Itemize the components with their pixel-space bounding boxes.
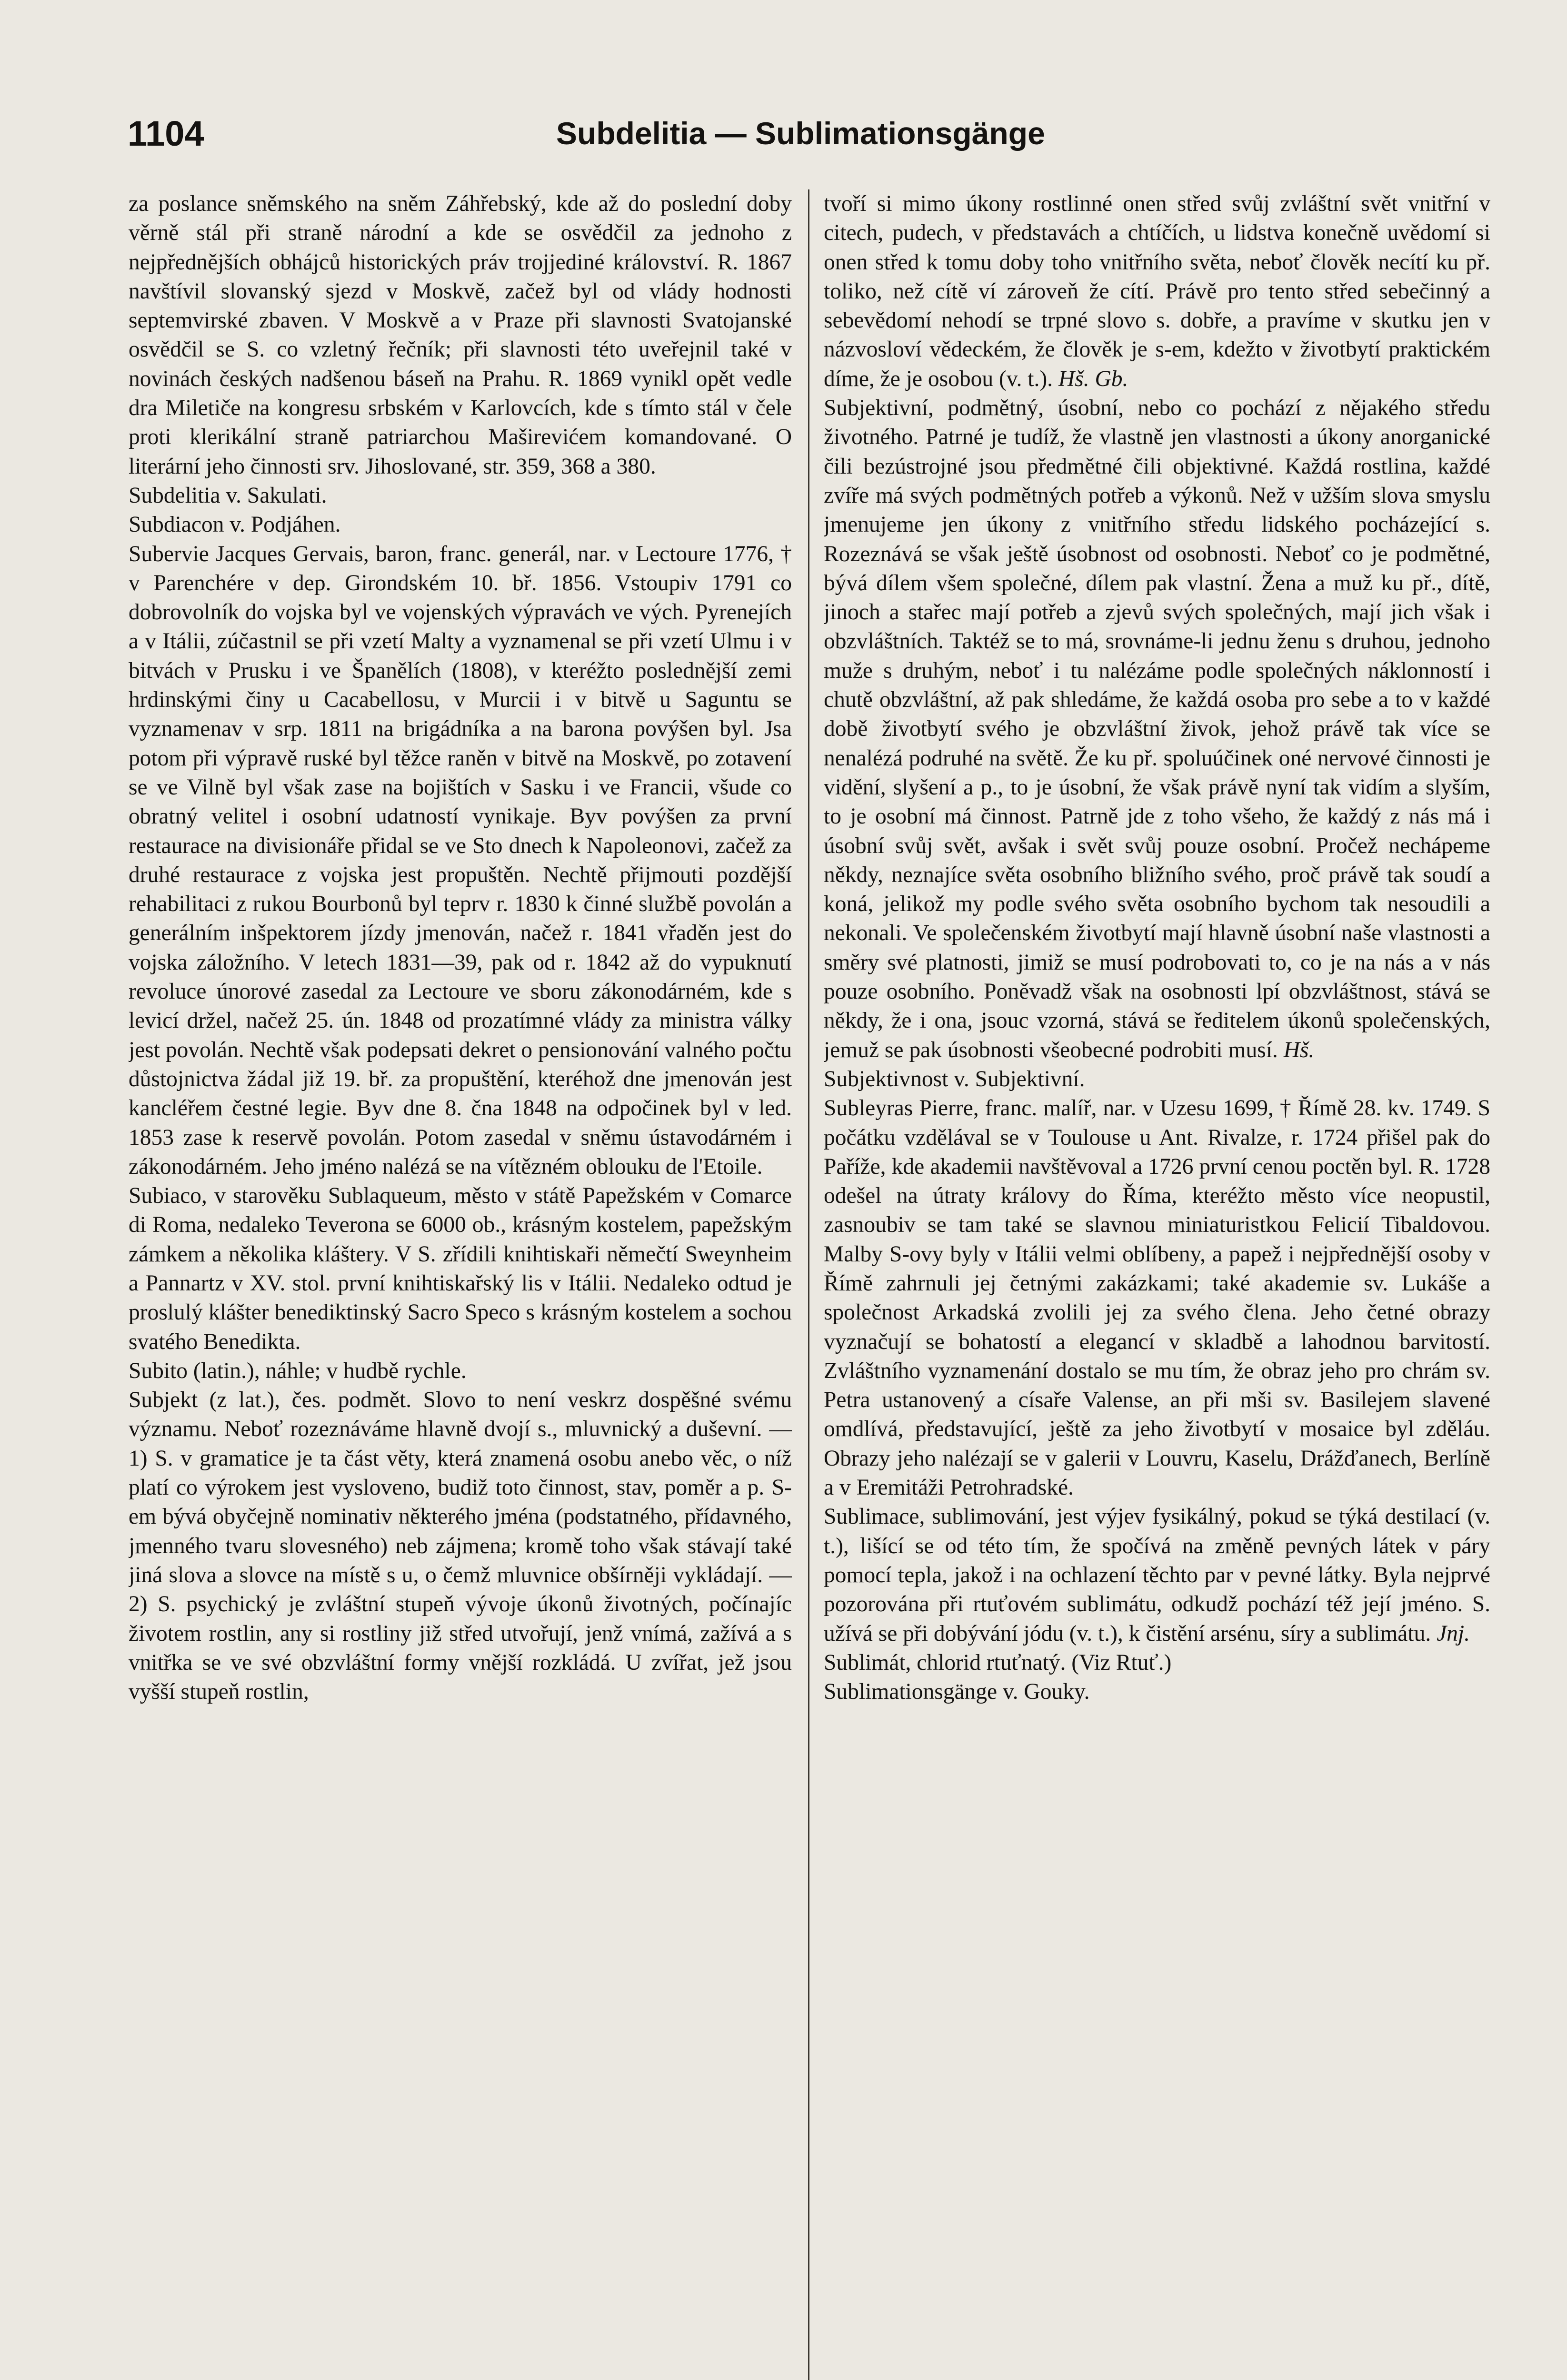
entry-subjekt: Subjekt (z lat.), čes. podmět. Slovo to není veskrz dospěšné svému významu. Neboť rozeznáváme hlavně dvojí s., mluvnický a duševní. — 1) S. v gramatice je ta část věty, která znamená osobu anebo věc, o níž platí co výrokem jest vysloveno, budiž toto činnost, stav, poměr a p. S-em bývá obyčejně nominativ některého jména (podstatného, přídavného, jmenného tvaru slovesného) neb zájmena; kromě toho však stávají také jiná slova a slovce na místě s u, o čemž mluvnice obšírněji vykládají. — 2) S. psychický je zvláštní stupeň vývoje úkonů životných, počínajíc životem rostlin, any si rostliny již střed utvořují, jenž vnímá, zažívá a s vnitřka se ve své obzvláštní formy vnější rozkládá. U zvířat, jež jsou vyšší stupeň rostlin, [129,1388,792,1705]
author-signature: Gb. [1095,366,1128,391]
entry-text: Sublimace, sublimování, jest výjev fysikálný, pokud se týká destilací (v. t.), lišící se od této tím, že spočívá na změně pevných látek v páry pomocí tepla, jakož i na ochlazení těchto par v pevné látky. Byla nejprvé pozorována při rtuťovém sublimátu, odkudž pochází též její jméno. S. užívá se při dobývání jódu (v. t.), k čistění arsénu, síry a sublimátu. [824,1504,1490,1646]
page-header [128,113,1523,166]
author-signature: Hš. [1283,1037,1315,1062]
page-number: 1104 [128,114,204,153]
entry-subiaco: Subiaco, v starověku Sublaqueum, město v státě Papežském v Comarce di Roma, nedaleko Teverona se 6000 ob., krásným kostelem, papežským zámkem a několika kláštery. V S. zřídili knihtiskaři němečtí Sweynheim a Pannartz v XV. stol. první knihtiskařský lis v Itálii. Nedaleko odtud je proslulý klášter benediktinský Sacro Speco s krásným kostelem a sochou svatého Benedikta. [129,1183,792,1354]
entry-continued: za poslance sněmského na sněm Záhřebský, kde až do poslední doby věrně stál při straně národní a kde se osvědčil za jednoho z nejpřednějších obhájců historických práv trojjediné království. R. 1867 navštívil slovanský sjezd v Moskvě, začež byl od vlády hodnosti septemvirské zbaven. V Moskvě a v Praze při slavnosti Svatojanské osvědčil se S. co vzletný řečník; při slavnosti této uveřejnil také v novinách českých nadšenou báseň na Prahu. R. 1869 vynikl opět vedle dra Miletiče na kongresu srbském v Karlovcích, kde s tímto stál v čele proti klerikální straně patriarchou Maširevićem komandované. O literární jeho činnosti srv. Jihoslované, str. 359, 368 a 380. [129,191,792,479]
entry-sublimat: Sublimát, chlorid rtuťnatý. (Viz Rtuť.) [824,1650,1172,1675]
right-column [824,189,1490,2380]
entry-sublimace [824,1502,1490,1648]
entry-subdelitia: Subdelitia v. Sakulati. [129,483,327,508]
entry-subjektivni [824,394,1490,1065]
entry-text: Subjektivní, podmětný, úsobní, nebo co pochází z nějakého středu životného. Patrné je tudíž, že vlastně jen vlastnosti a úkony anorganické čili bezústrojné jsou předmětné čili objektivné. Každá rostlina, každé zvíře má svých podmětných potřeb a výkonů. Než v užším slova smyslu jmenujeme jen úkony z vnitřního středu lidského pocházející s. Rozeznává se však ještě úsobnost od osobnosti. Neboť co je podmětné, bývá dílem všem společné, dílem pak vlastní. Žena a muž ku př., dítě, jinoch a stařec mají potřeb a zjevů svých společných, mají jich však i obzvláštních. Taktéž se to má, srovnáme-li jednu ženu s druhou, jednoho muže s druhým, neboť i tu nalézáme podle společných náklonností i chutě obzvláštní, až pak shledáme, že každá osoba pro sebe a to v každé době životbytí svého je obzvláštní živok, jehož právě tak více se nenalézá podruhé na světě. Že ku př. spoluúčinek oné nervové činnosti je vidění, slyšení a p., to je úsobní, že však právě nyní tak vidím a slyším, to je osobní má činnost. Patrně jde z toho všeho, že každý z nás má i úsobní svůj svět, avšak i svět svůj pouze osobní. Pročež nechápeme někdy, neznajíce světa osobního bližního svého, proč právě tak soudí a koná, jelikož my podle svého světa osobního bychom tak nesoudili a nekonali. Ve společenském životbytí mají hlavně úsobní naše vlastnosti a směry své platnosti, jimiž se musí podrobovati to, co je na nás a v nás pouze osobního. Poněvadž však na osobnosti lpí obzvláštnost, stává se někdy, že i ona, jsouc vzorná, stává se ředitelem úkonů společenských, jemuž se pak úsobnosti všeobecné podrobiti musí. [824,396,1490,1062]
entry-subdiacon: Subdiacon v. Podjáhen. [129,512,341,537]
entry-subjekt-continued [824,189,1490,394]
entry-subleyras: Subleyras Pierre, franc. malíř, nar. v Uzesu 1699, † Římě 28. kv. 1749. S počátku vzdělával se v Toulouse u Ant. Rivalze, r. 1724 přišel pak do Paříže, kde akademii navštěvoval a 1726 první cenou poctěn byl. R. 1728 odešel na útraty královy do Říma, kteréžto město více neopustil, zasnoubiv se tam také se slavnou miniaturistkou Felicií Tibaldovou. Malby S-ovy byly v Itálii velmi oblíbeny, a papež i nejpřednější osoby v Římě zahrnuli jej četnými zakázkami; také akademie sv. Lukáše a společnost Arkadská zvolili jej za svého člena. Jeho četné obrazy vyznačují se bohatostí a elegancí v skladbě a lahodnou barvitostí. Zvláštního vyznamenání dostalo se mu tím, že obraz jeho pro chrám sv. Petra ustanovený a císaře Valense, an při mši sv. Basilejem slavené omdlívá, představující, ještě za jeho životbytí v mosaice byl zděláu. Obrazy jeho nalézají se v galerii v Louvru, Kaselu, Drážďanech, Berlíně a v Eremitáži Petrohradské. [824,1096,1490,1500]
column-divider [808,189,809,2380]
author-signature: Jnj. [1437,1621,1470,1646]
entry-subjektivnost: Subjektivnost v. Subjektivní. [824,1066,1085,1091]
running-title: Subdelitia — Sublimationsgänge [556,116,1045,151]
entry-sublimationsgange: Sublimationsgänge v. Gouky. [824,1679,1090,1705]
entry-text: tvoří si mimo úkony rostlinné onen střed svůj zvláštní svět vnitřní v citech, pudech, v představách a chtíčích, u lidstva konečně uvědomí si onen střed k tomu doby toho vnitřního světa, neboť člověk necítí ku př. toliko, než cítě ví zároveň že cítí. Právě pro tento střed sebečinný a sebevědomí nehodí se trpné slovo s. dobře, a pravíme v skutku jen v názvosloví vědeckém, že člověk je s-em, kdežto v životbytí praktickém díme, že je osobou (v. t.). [824,191,1490,391]
entry-subervie: Subervie Jacques Gervais, baron, franc. generál, nar. v Lectoure 1776, † v Parenchére v dep. Girondském 10. bř. 1856. Vstoupiv 1791 co dobrovolník do vojska byl ve vojenských výpravách ve vých. Pyrenejích a v Itálii, zúčastnil se při vzetí Malty a vyznamenal se při vzetí Ulmu i v bitvách v Prusku i ve Španělích (1808), v kteréžto poslednější zemi hrdinskými činy u Cacabellosu, v Murcii i v bitvě u Saguntu se vyznamenav v srp. 1811 na brigádníka a na barona povýšen byl. Jsa potom při výpravě ruské byl těžce raněn v bitvě na Moskvě, po zotavení se ve Vilně byl však zase na bojištích v Sasku i ve Francii, všude co obratný velitel i osobní udatností vynikaje. Byv povýšen za první restaurace na divisionáře přidal se ve Sto dnech k Napoleonovi, začež za druhé restaurace z vojska jest propuštěn. Nechtě přijmouti pozdější rehabilitaci z rukou Bourbonů byl teprv r. 1830 k činné službě povolán a generálním inšpektorem jízdy jmenován, načež r. 1841 vřaděn jest do vojska záložního. V letech 1831—39, pak od r. 1842 až do vypuknutí revoluce únorové zasedal za Lectoure ve sboru zákonodárném, kde s levicí držel, načež 25. ún. 1848 od prozatímné vlády za ministra války jest povolán. Nechtě však podepsati dekret o pensionování valného počtu důstojnictva žádal již 19. bř. za propuštění, kteréhož dne jmenován jest kancléřem čestné legie. Byv dne 8. čna 1848 na odpočinek byl v led. 1853 zase k reservě povolán. Potom zasedal v sněmu ústavodárném i zákonodárném. Jeho jméno nalézá se na vítězném oblouku de l'Etoile. [129,541,792,1179]
author-signature: Hš. [1058,366,1089,391]
left-column [129,189,792,2380]
entry-subito: Subito (latin.), náhle; v hudbě rychle. [129,1358,467,1383]
